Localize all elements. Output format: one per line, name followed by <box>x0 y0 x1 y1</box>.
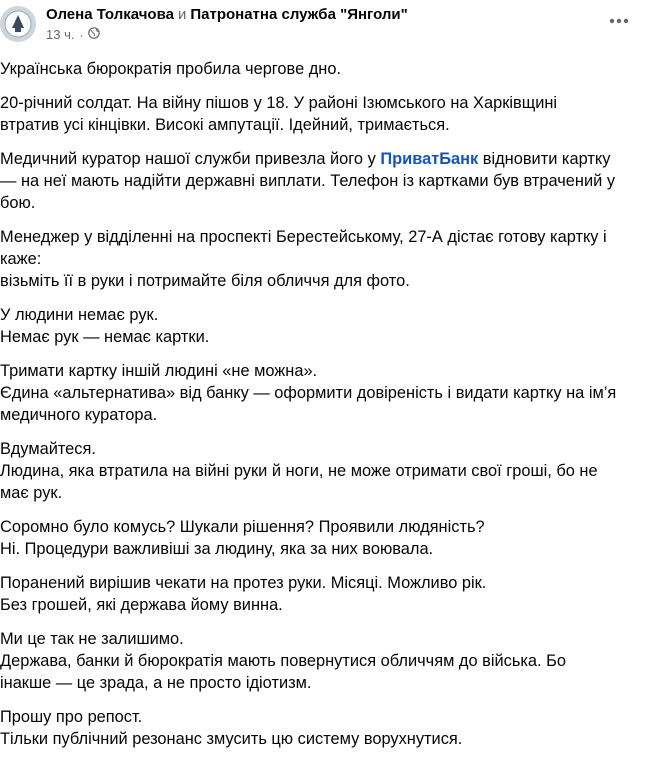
post-paragraph: Українська бюрократія пробила чергове дно. <box>0 60 342 78</box>
post-meta <box>46 27 100 42</box>
author-line <box>46 6 408 23</box>
author-name-link[interactable]: Олена Толкачова <box>46 6 174 23</box>
privatbank-mention-link[interactable]: ПриватБанк <box>380 150 479 168</box>
author-avatar[interactable] <box>0 6 36 42</box>
post-paragraph: Соромно було комусь? Шукали рішення? Проявили людяність? Ні. Процедури важливіші за людину, яка за них воювала. <box>0 518 485 558</box>
page-name-link[interactable]: Патронатна служба "Янголи" <box>190 6 408 23</box>
post-paragraph: Прошу про репост. Тільки публічний резонанс змусить цю систему ворухнутися. <box>0 708 463 748</box>
post-paragraph: Поранений вирішив чекати на протез руки. Місяці. Можливо рік. Без грошей, які держава йому винна. <box>0 574 487 614</box>
paragraph-text: Медичний куратор нашої служби привезла його у <box>0 150 381 168</box>
paragraph-text: відновити картку — на неї мають надійти державні виплати. Телефон із картками був втрачений у бою. <box>0 150 616 212</box>
post-paragraph: Тримати картку іншій людині «не можна». Єдина «альтернатива» від банку — оформити довіреність і видати картку на ім’я медичного куратора. <box>0 362 617 424</box>
post-paragraph: Ми це так не залишимо. Держава, банки й бюрократія мають повернутися обличчям до війська. Бо інакше — це зрада, а не просто ідіотизм. <box>0 630 567 692</box>
post-body <box>0 58 640 762</box>
post-paragraph: 20-річний солдат. На війну пішов у 18. У районі Ізюмського на Харківщині втратив усі кінцівки. Високі ампутації. Ідейний, тримається. <box>0 94 558 134</box>
post-paragraph: У людини немає рук. Немає рук — немає картки. <box>0 306 210 346</box>
post-paragraph <box>0 148 640 214</box>
avatar-logo-icon <box>0 6 36 42</box>
post-paragraph: Вдумайтеся. Людина, яка втратила на війні руки й ноги, не може отримати свої гроші, бо не має рук. <box>0 440 598 502</box>
meta-separator: · <box>79 27 84 42</box>
author-connector: и <box>177 6 187 23</box>
more-horizontal-icon <box>609 18 629 24</box>
post-paragraph: Менеджер у відділенні на проспекті Берестейському, 27-А дістає готову картку і каже: візьміть її в руки і потримайте біля обличчя для фото. <box>0 228 607 290</box>
globe-icon[interactable] <box>88 27 100 42</box>
more-options-button[interactable] <box>604 10 634 32</box>
post-header <box>0 0 648 52</box>
post-timestamp[interactable]: 13 ч. <box>46 27 75 42</box>
